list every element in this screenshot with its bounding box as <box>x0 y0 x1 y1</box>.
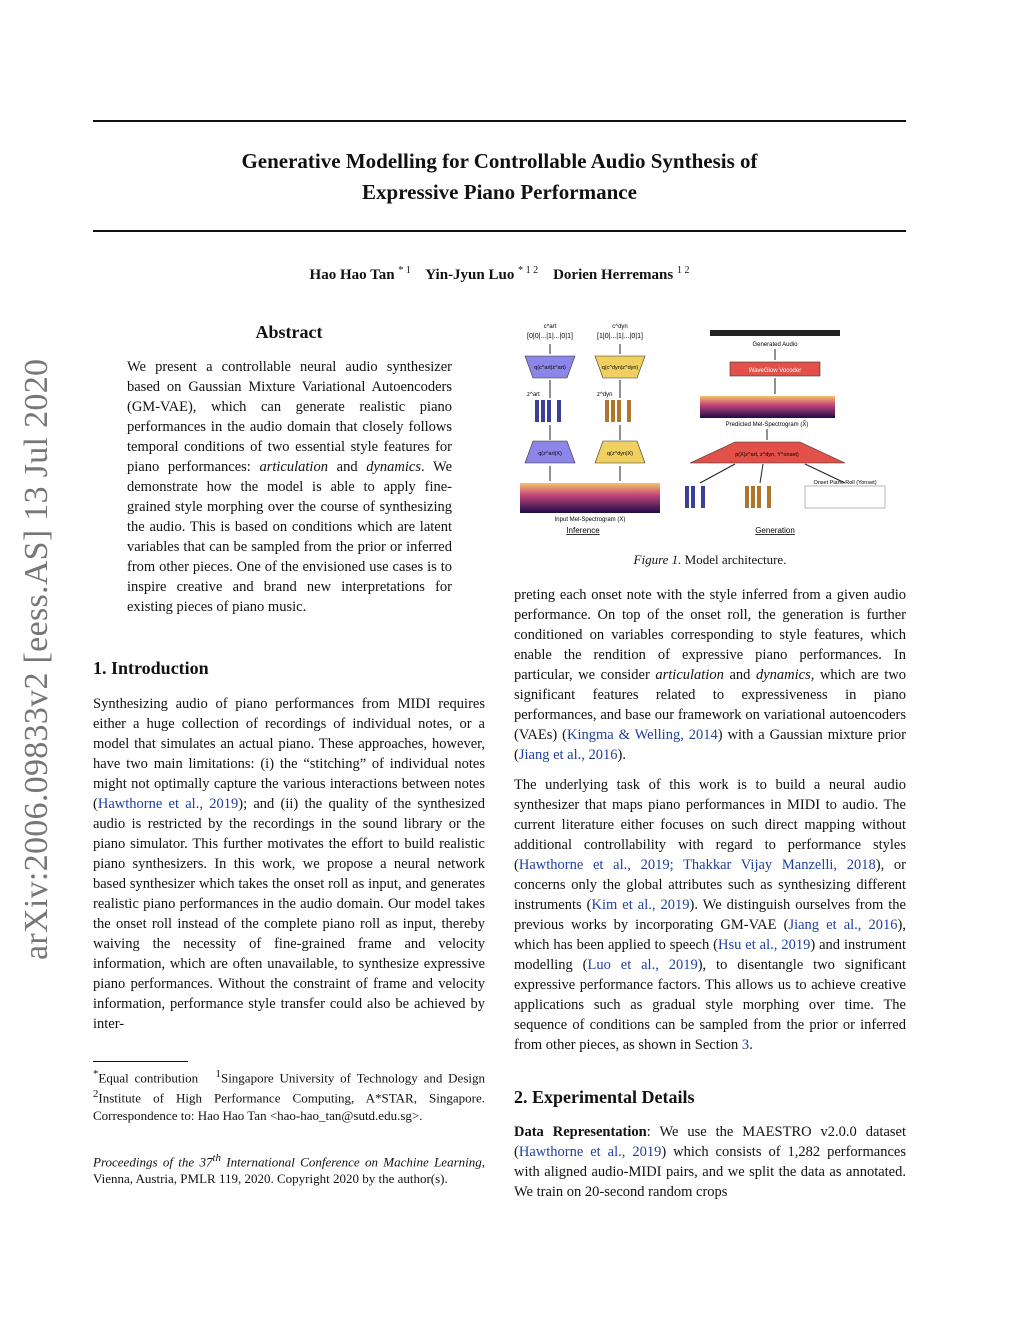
seq-dyn-label: [1|0|...|1|...|0|1] <box>597 333 643 340</box>
author-affil: 1 2 <box>676 265 690 276</box>
classifier-dyn-label: q(c^dyn|z^dyn) <box>601 365 639 371</box>
footnote-rule <box>93 1061 188 1062</box>
body-text: . <box>749 1037 753 1053</box>
citation-link[interactable]: Jiang et al., 2016 <box>788 917 898 933</box>
latent-bar <box>691 486 695 508</box>
abstract-em: dynamics <box>366 459 422 475</box>
proceedings-venue: International Conference on Machine Learning <box>220 1154 482 1170</box>
body-text: , which are two significant features related to expressiveness in piano performances, and base our framework on variational autoencoders (VAEs) ( <box>514 667 907 743</box>
author-list <box>93 265 906 284</box>
vocoder-label: WaveGlow Vocoder <box>748 368 802 374</box>
footnote-text: Equal contribution <box>98 1070 204 1086</box>
body-text: ), to disentangle two significant expressive performance factors. This allows us to achieve creative applications such as gradual style morphing over time. The sequence of conditions can be sampled from the prior or inferred from other pieces, as shown in Section <box>514 957 906 1053</box>
body-text: ). <box>617 747 626 763</box>
onset-roll-box <box>805 486 885 508</box>
abstract-body <box>127 357 452 617</box>
abstract-text: and <box>327 459 367 475</box>
caption-text: Model architecture. <box>681 552 787 567</box>
right-column-para-1 <box>514 585 906 765</box>
intro-body <box>93 694 485 1034</box>
experimental-heading: 2. Experimental Details <box>514 1087 695 1107</box>
intro-text: ); and (ii) the quality of the synthesized audio is restricted by the recordings in the sound library or the piano simulator. This further motivates the effort to build realistic piano synthesizers. In this work, we propose a neural network based synthesizer which takes the onset roll as input, and generates realistic piano performances in the audio domain. Our model takes the onset roll instead of the complete piano roll as input, thereby waiving the necessity of fine-grained frame and velocity information, which are often unavailable, to synthesize expressive piano performances. Without the constraint of frame and velocity information, performance style transfer could also be achieved by inter- <box>93 796 485 1032</box>
proceedings-rest: , Vienna, Austria, PMLR 119, 2020. Copyright 2020 by the author(s). <box>93 1154 485 1187</box>
classifier-art-label: q(c^art|z^art) <box>534 365 566 371</box>
arrow <box>700 464 735 483</box>
citation-link[interactable]: Kim et al., 2019 <box>591 897 690 913</box>
author-affil: * 1 2 <box>518 265 539 276</box>
body-text: The underlying task of this work is to build a neural audio synthesizer that maps piano performances in MIDI to audio. The current literature either focuses on such direct mapping without additional controllability with regard to performance styles ( <box>514 777 906 873</box>
proceedings-note <box>93 1150 485 1187</box>
citation-link[interactable]: Jiang et al., 2016 <box>518 747 618 763</box>
latent-bar <box>617 400 621 422</box>
body-text: ) which consists of 1,282 performances with aligned audio-MIDI pairs, and we split the data as annotated. We train on 20-second random crops <box>514 1144 906 1200</box>
proceedings-prefix: Proceedings of the 37 <box>93 1154 213 1170</box>
right-column-para-2 <box>514 775 906 1055</box>
gen-latent-dyn-bars <box>745 486 771 508</box>
proceedings-sup: th <box>212 1152 221 1164</box>
author-name: Hao Hao Tan <box>309 267 395 283</box>
generation-label: Generation <box>755 526 795 535</box>
latent-bar <box>541 400 545 422</box>
latent-bar <box>605 400 609 422</box>
arxiv-sidebar-id[interactable]: arXiv:2006.09833v2 [eess.AS] 13 Jul 2020 <box>18 358 55 960</box>
citation-link[interactable]: Kingma & Welling, 2014 <box>567 727 718 743</box>
footnote <box>93 1066 485 1124</box>
seq-art-label: [0|0|...|1|...|0|1] <box>527 333 573 340</box>
footnote-text: Singapore University of Technology and Design <box>220 1070 485 1086</box>
c-art-label: c^art <box>543 324 557 330</box>
author-affil: * 1 <box>398 265 411 276</box>
latent-art-bars <box>535 400 561 422</box>
latent-bar <box>751 486 755 508</box>
body-em: articulation <box>655 667 724 683</box>
abstract-em: articulation <box>259 459 328 475</box>
abstract-text: We present a controllable neural audio synthesizer based on Gaussian Mixture Variational Autoencoders (GM-VAE), which can generate realistic piano performances in the audio domain that closely follows temporal conditions of two essential style features for piano performances: <box>127 359 452 475</box>
abstract-text: . We demonstrate how the model is able to apply fine-grained style morphing over the course of synthesizing the audio. This is based on conditions which are latent variables that can be sampled from the prior or inferred from other pieces. One of the envisioned use cases is to inspire creative and brand new interpretations for existing pieces of piano music. <box>127 459 453 615</box>
footnote-text: Institute of High Performance Computing, A*STAR, Singapore. Correspondence to: Hao Hao Tan <hao-hao_tan@sutd.edu.sg>. <box>93 1090 485 1123</box>
body-text: : We use the MAESTRO v2.0.0 dataset ( <box>514 1124 906 1160</box>
inference-label: Inference <box>566 526 600 535</box>
title-line-1: Generative Modelling for Controllable Audio Synthesis of <box>241 149 758 173</box>
citation-link[interactable]: Hawthorne et al., 2019 <box>518 1144 662 1160</box>
latent-bar <box>547 400 551 422</box>
body-text: ) with a Gaussian mixture prior ( <box>514 727 906 763</box>
arrow <box>760 464 763 483</box>
generated-audio-label: Generated Audio <box>752 342 798 348</box>
latent-bar <box>757 486 761 508</box>
caption-label: Figure 1. <box>633 552 682 567</box>
body-text: ). We distinguish ourselves from the previous works by incorporating GM-VAE ( <box>514 897 906 933</box>
title-line-2: Expressive Piano Performance <box>362 180 637 204</box>
author-name: Yin-Jyun Luo <box>425 267 515 283</box>
citation-link[interactable]: Hawthorne et al., 2019 <box>97 796 239 812</box>
latent-bar <box>535 400 539 422</box>
input-mel-spectrogram <box>520 483 660 513</box>
predicted-mel-spectrogram <box>700 396 835 418</box>
latent-bar <box>701 486 705 508</box>
latent-bar <box>557 400 561 422</box>
intro-heading: 1. Introduction <box>93 658 209 678</box>
latent-dyn-bars <box>605 400 631 422</box>
figure-caption <box>514 552 906 568</box>
section-link[interactable]: 3 <box>741 1037 750 1053</box>
citation-link[interactable]: Hsu et al., 2019 <box>717 937 811 953</box>
latent-bar <box>685 486 689 508</box>
footnote-mark: 2 <box>93 1088 99 1101</box>
generated-waveform <box>710 330 840 336</box>
abstract-heading: Abstract <box>255 322 323 342</box>
latent-bar <box>611 400 615 422</box>
decoder-label: p(X|z^art, z^dyn, Y^onset) <box>735 452 799 458</box>
body-text: ) and instrument modelling ( <box>514 937 906 973</box>
author-name: Dorien Herremans <box>553 267 674 283</box>
citation-link[interactable]: Luo et al., 2019 <box>587 957 698 973</box>
model-architecture-figure <box>505 318 915 548</box>
latent-bar <box>745 486 749 508</box>
paper-title <box>93 146 906 208</box>
z-dyn-label: z^dyn <box>597 392 613 398</box>
top-rule <box>93 120 906 122</box>
latent-bar <box>767 486 771 508</box>
c-dyn-label: c^dyn <box>612 324 628 330</box>
latent-bar <box>627 400 631 422</box>
title-bottom-rule <box>93 230 906 232</box>
right-column-para-3 <box>514 1122 906 1202</box>
body-text: preting each onset note with the style inferred from a given audio performance. On top of the onset roll, the generation is further conditioned on variables corresponding to style features, which enable the rendition of expressive piano performances. In particular, we consider <box>514 587 906 683</box>
intro-text: Synthesizing audio of piano performances from MIDI requires either a huge collection of recordings of individual notes, or a model that simulates an actual piano. These approaches, however, have two main limitations: (i) the “stitching” of individual notes might not optimally capture the various interactions between notes ( <box>93 696 485 812</box>
paragraph-label: Data Representation <box>514 1124 647 1140</box>
body-text: ), or concerns only the global attributes such as synthesizing different instruments ( <box>514 857 906 913</box>
predicted-mel-label: Predicted Mel-Spectrogram (X̂) <box>725 422 809 428</box>
input-mel-label: Input Mel-Spectrogram (X) <box>554 517 626 523</box>
body-text: and <box>723 667 756 683</box>
z-art-label: z^art <box>527 392 540 398</box>
footnote-mark: 1 <box>215 1068 221 1080</box>
footnote-mark: * <box>93 1068 99 1080</box>
body-em: dynamics <box>755 667 811 683</box>
encoder-art-label: q(z^art|X) <box>538 451 562 457</box>
citation-link[interactable]: Hawthorne et al., 2019; Thakkar Vijay Manzelli, 2018 <box>518 857 876 873</box>
encoder-dyn-label: q(z^dyn|X) <box>606 451 634 457</box>
gen-latent-art-bars <box>685 486 705 508</box>
body-text: ), which has been applied to speech ( <box>514 917 906 953</box>
onset-roll-label: Onset Piano Roll (Yonset) <box>813 480 877 486</box>
